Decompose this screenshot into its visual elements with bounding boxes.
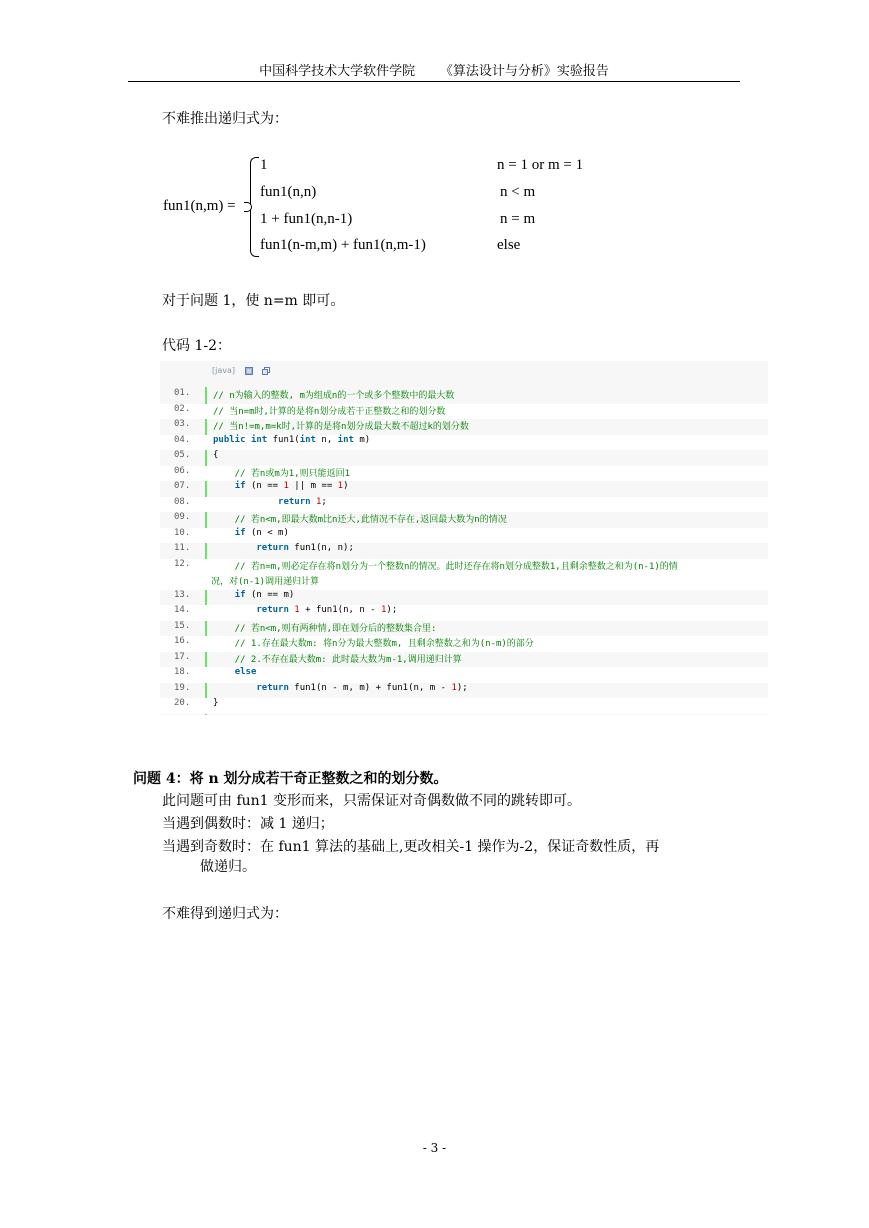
header-rule: [128, 81, 740, 82]
code-line: 05. {: [174, 450, 219, 460]
formula-case-cond: n = m: [500, 211, 536, 227]
code-line: 09. // 若n<m,即最大数m比n还大,此情况不存在,返回最大数为n的情况: [174, 512, 507, 525]
code-lang-label: [java]: [212, 366, 236, 375]
code-line: 13. if (n == m): [174, 589, 295, 600]
code-block: [160, 361, 768, 715]
formula-case-expr: fun1(n-m,m) + fun1(n,m-1): [260, 237, 426, 253]
formula-case-expr: fun1(n,n): [260, 184, 317, 200]
code-line: 15. // 若n<m,则有两种情,即在划分后的整数集合里:: [174, 620, 437, 634]
page-header: [128, 60, 740, 79]
formula-case-cond: n = 1 or m = 1: [497, 157, 584, 173]
problem4-paragraph: 当遇到奇数时：在 fun1 算法的基础上,更改相关-1 操作为-2，保证奇数性质，再: [162, 839, 660, 855]
code-line: 12. // 若n=m,则必定存在将n划分为一个整数n的情况。此时还存在将n划分成整数1,且剩余整数之和为(n-1)的情 况，对(n-1)调用递归计算: [160, 559, 768, 590]
code-toolbar: [212, 366, 270, 375]
code-line: 01. // n为输入的整数, m为组成n的一个或多个整数中的最大数: [174, 388, 455, 401]
code-line: 06. // 若n或m为1,则只能返回1: [160, 466, 768, 482]
formula-case-cond: else: [497, 237, 521, 253]
problem4-paragraph: 此问题可由 fun1 变形而来，只需保证对奇偶数做不同的跳转即可。: [162, 793, 582, 809]
formula-case-expr: 1: [260, 157, 268, 173]
code-line: 04. public int fun1(int n, int m): [160, 435, 768, 451]
code-line: 14. return 1 + fun1(n, n - 1);: [160, 605, 768, 621]
problem1-note: 对于问题 1，使 n=m 即可。: [162, 293, 345, 309]
code-line: 17. // 2.不存在最大数m: 此时最大数为m-1,调用递归计算: [174, 651, 462, 665]
formula-lhs: fun1(n,m) =: [163, 198, 236, 214]
problem4-paragraph: 不难得到递归式为：: [162, 906, 288, 922]
intro-text: 不难推出递归式为：: [162, 111, 288, 127]
header-institution: 中国科学技术大学软件学院: [259, 64, 416, 79]
code-line: 18. else: [160, 667, 768, 683]
problem4-paragraph: 做递归。: [200, 859, 256, 875]
code-line: 10. if (n < m): [160, 528, 768, 544]
formula-case-expr: 1 + fun1(n,n-1): [260, 211, 353, 227]
problem4-title: 问题 4：将 n 划分成若干奇正整数之和的划分数。: [133, 771, 448, 787]
view-source-icon[interactable]: [245, 367, 253, 375]
page-number: - 3 -: [422, 1141, 447, 1155]
copy-code-icon[interactable]: [262, 367, 270, 375]
code-line: 19. return fun1(n - m, m) + fun1(n, m - 1);: [174, 682, 468, 693]
problem4-paragraph: 当遇到偶数时：减 1 递归；: [162, 816, 334, 832]
code-line: 20. }: [160, 698, 768, 714]
header-report-title: 《算法设计与分析》实验报告: [439, 64, 609, 79]
formula-case-cond: n < m: [500, 184, 536, 200]
code-line: 08. return 1;: [160, 497, 768, 513]
code-line: 02. // 当n=m时,计算的是将n划分成若干正整数之和的划分数: [160, 404, 768, 420]
code-caption: 代码 1-2：: [162, 338, 231, 354]
code-line: 16. // 1.存在最大数m: 将n分为最大整数m, 且剩余整数之和为(n-m)的部分: [160, 636, 768, 652]
code-line: 11. return fun1(n, n);: [174, 543, 354, 553]
code-line: 03. // 当n!=m,m=k时,计算的是将n划分成最大数不超过k的划分数: [174, 419, 469, 432]
code-line: 07. if (n == 1 || m == 1): [174, 481, 349, 491]
